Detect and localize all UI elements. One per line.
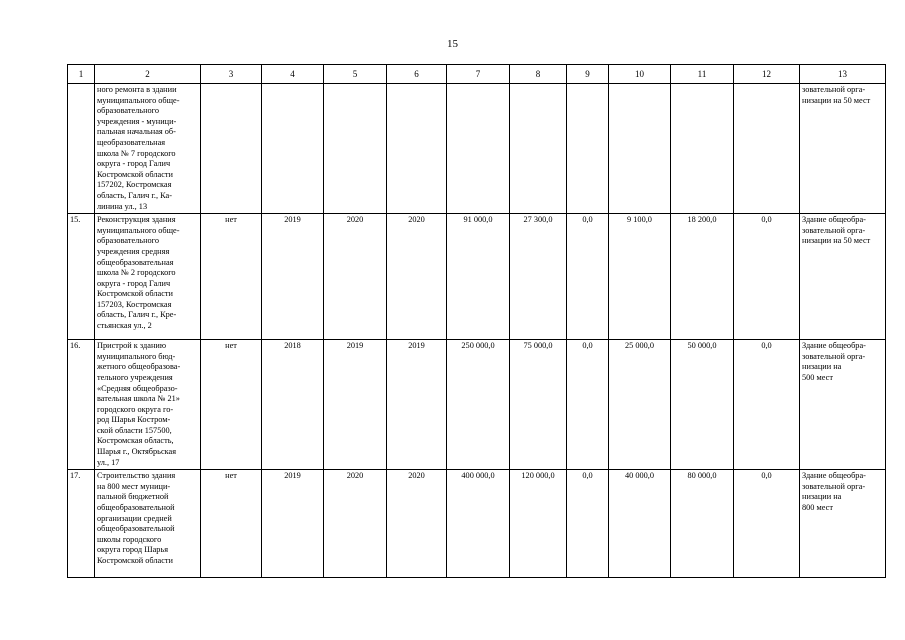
column-header: 8 bbox=[510, 65, 567, 84]
description-line: ской области 157500, bbox=[97, 425, 172, 435]
result-line: низации на 50 мест bbox=[802, 236, 871, 246]
description-line: школа № 2 городского bbox=[97, 268, 176, 278]
result-line: зовательной орга- bbox=[802, 85, 866, 94]
result-description-cell bbox=[800, 214, 886, 340]
object-description-cell bbox=[95, 470, 201, 578]
value-cell-c7 bbox=[447, 84, 510, 214]
result-line: зовательной орга- bbox=[802, 225, 866, 235]
description-line: образовательного bbox=[97, 106, 160, 116]
description-line: Костромская область, bbox=[97, 436, 174, 446]
result-line: зовательной орга- bbox=[802, 351, 866, 361]
value-cell-c8: 27 300,0 bbox=[510, 214, 567, 340]
program-table bbox=[67, 64, 886, 578]
value-cell-c12: 0,0 bbox=[734, 470, 800, 578]
description-line: школа № 7 городского bbox=[97, 148, 176, 158]
description-line: 157202, Костромская bbox=[97, 180, 172, 190]
description-line: на 800 мест муници- bbox=[97, 481, 171, 491]
value-cell-c4: 2018 bbox=[262, 340, 324, 470]
value-cell-c4: 2019 bbox=[262, 214, 324, 340]
table-body bbox=[68, 65, 886, 578]
value-cell-c9 bbox=[567, 84, 609, 214]
row-number-cell bbox=[68, 84, 95, 214]
value-cell-c10: 9 100,0 bbox=[609, 214, 671, 340]
table-row bbox=[68, 214, 886, 340]
column-header: 11 bbox=[671, 65, 734, 84]
description-line: общеобразовательной bbox=[97, 503, 175, 513]
description-line: ного ремонта в здании bbox=[97, 85, 177, 94]
value-cell-c11: 80 000,0 bbox=[671, 470, 734, 578]
description-line: пальная начальная об- bbox=[97, 127, 176, 137]
object-description-cell bbox=[95, 340, 201, 470]
column-number-row bbox=[68, 65, 886, 84]
description-line: ул., 17 bbox=[97, 457, 120, 467]
description-line: Реконструкция здания bbox=[97, 215, 176, 225]
column-header: 4 bbox=[262, 65, 324, 84]
description-line: муниципального обще- bbox=[97, 225, 180, 235]
result-line: низации на bbox=[802, 492, 842, 502]
page-number: 15 bbox=[447, 38, 458, 50]
result-line: Здание общеобра- bbox=[802, 341, 866, 351]
column-header: 5 bbox=[324, 65, 387, 84]
column-header: 1 bbox=[68, 65, 95, 84]
description-line: жетного общеобразова- bbox=[97, 362, 181, 372]
description-line: род Шарья Костром- bbox=[97, 415, 171, 425]
description-line: городского округа го- bbox=[97, 404, 174, 414]
value-cell-c10 bbox=[609, 84, 671, 214]
value-cell-c6: 2020 bbox=[387, 470, 447, 578]
description-line: 157203, Костромская bbox=[97, 299, 172, 309]
column-header: 7 bbox=[447, 65, 510, 84]
row-number-cell: 15. bbox=[68, 214, 95, 340]
result-line: Здание общеобра- bbox=[802, 215, 866, 225]
description-line: школы городского bbox=[97, 534, 162, 544]
value-cell-c5 bbox=[324, 84, 387, 214]
value-cell-c12 bbox=[734, 84, 800, 214]
result-line: зовательной орга- bbox=[802, 481, 866, 491]
description-line: пальной бюджетной bbox=[97, 492, 169, 502]
description-line: вательная школа № 21» bbox=[97, 394, 180, 404]
value-cell-c7: 91 000,0 bbox=[447, 214, 510, 340]
description-line: линина ул., 13 bbox=[97, 201, 148, 211]
row-number-cell: 16. bbox=[68, 340, 95, 470]
description-line: Шарья г., Октябрьская bbox=[97, 447, 177, 457]
value-cell-c6: 2020 bbox=[387, 214, 447, 340]
description-line: Строительство здания bbox=[97, 471, 176, 481]
object-description-cell bbox=[95, 214, 201, 340]
description-line: «Средняя общеобразо- bbox=[97, 383, 178, 393]
value-cell-c6: 2019 bbox=[387, 340, 447, 470]
description-line: Пристрой к зданию bbox=[97, 341, 167, 351]
result-line: Здание общеобра- bbox=[802, 471, 866, 481]
value-cell-c11: 50 000,0 bbox=[671, 340, 734, 470]
value-cell-c8: 120 000,0 bbox=[510, 470, 567, 578]
value-cell-c3: нет bbox=[201, 470, 262, 578]
description-line: стьянская ул., 2 bbox=[97, 321, 152, 331]
description-line: округа город Шарья bbox=[97, 545, 169, 555]
value-cell-c4 bbox=[262, 84, 324, 214]
column-header: 10 bbox=[609, 65, 671, 84]
value-cell-c3: нет bbox=[201, 340, 262, 470]
column-header: 12 bbox=[734, 65, 800, 84]
description-line: округа - город Галич bbox=[97, 159, 171, 169]
value-cell-c9: 0,0 bbox=[567, 214, 609, 340]
value-cell-c4: 2019 bbox=[262, 470, 324, 578]
description-line: щеобразовательная bbox=[97, 137, 166, 147]
value-cell-c12: 0,0 bbox=[734, 340, 800, 470]
description-line: Костромской области bbox=[97, 556, 173, 565]
description-line: учреждения средняя bbox=[97, 246, 170, 256]
value-cell-c3: нет bbox=[201, 214, 262, 340]
table-row bbox=[68, 84, 886, 214]
description-line: муниципального обще- bbox=[97, 95, 180, 105]
value-cell-c8: 75 000,0 bbox=[510, 340, 567, 470]
description-line: общеобразовательной bbox=[97, 524, 175, 534]
value-cell-c5: 2019 bbox=[324, 340, 387, 470]
description-line: организации средней bbox=[97, 513, 172, 523]
value-cell-c10: 40 000,0 bbox=[609, 470, 671, 578]
description-line: муниципального бюд- bbox=[97, 351, 176, 361]
result-line: 800 мест bbox=[802, 503, 833, 513]
result-line: низации на 50 мест bbox=[802, 95, 871, 105]
column-header: 13 bbox=[800, 65, 886, 84]
table-row bbox=[68, 470, 886, 578]
value-cell-c11: 18 200,0 bbox=[671, 214, 734, 340]
column-header: 3 bbox=[201, 65, 262, 84]
value-cell-c6 bbox=[387, 84, 447, 214]
description-line: область, Галич г., Ка- bbox=[97, 190, 172, 200]
value-cell-c5: 2020 bbox=[324, 470, 387, 578]
description-line: Костромской области bbox=[97, 169, 173, 179]
value-cell-c11 bbox=[671, 84, 734, 214]
result-line: 500 мест bbox=[802, 372, 833, 382]
description-line: область, Галич г., Кре- bbox=[97, 310, 177, 320]
description-line: тельного учреждения bbox=[97, 372, 173, 382]
value-cell-c3 bbox=[201, 84, 262, 214]
result-description-cell bbox=[800, 470, 886, 578]
row-number-cell: 17. bbox=[68, 470, 95, 578]
table-row bbox=[68, 340, 886, 470]
value-cell-c12: 0,0 bbox=[734, 214, 800, 340]
value-cell-c5: 2020 bbox=[324, 214, 387, 340]
value-cell-c7: 400 000,0 bbox=[447, 470, 510, 578]
value-cell-c10: 25 000,0 bbox=[609, 340, 671, 470]
object-description-cell bbox=[95, 84, 201, 214]
column-header: 2 bbox=[95, 65, 201, 84]
result-line: низации на bbox=[802, 362, 842, 372]
result-description-cell bbox=[800, 84, 886, 214]
description-line: учреждения - муници- bbox=[97, 116, 177, 126]
result-description-cell bbox=[800, 340, 886, 470]
value-cell-c7: 250 000,0 bbox=[447, 340, 510, 470]
column-header: 6 bbox=[387, 65, 447, 84]
column-header: 9 bbox=[567, 65, 609, 84]
description-line: образовательного bbox=[97, 236, 160, 246]
description-line: общеобразовательная bbox=[97, 257, 174, 267]
value-cell-c8 bbox=[510, 84, 567, 214]
value-cell-c9: 0,0 bbox=[567, 340, 609, 470]
description-line: Костромской области bbox=[97, 289, 173, 299]
value-cell-c9: 0,0 bbox=[567, 470, 609, 578]
description-line: округа - город Галич bbox=[97, 278, 171, 288]
